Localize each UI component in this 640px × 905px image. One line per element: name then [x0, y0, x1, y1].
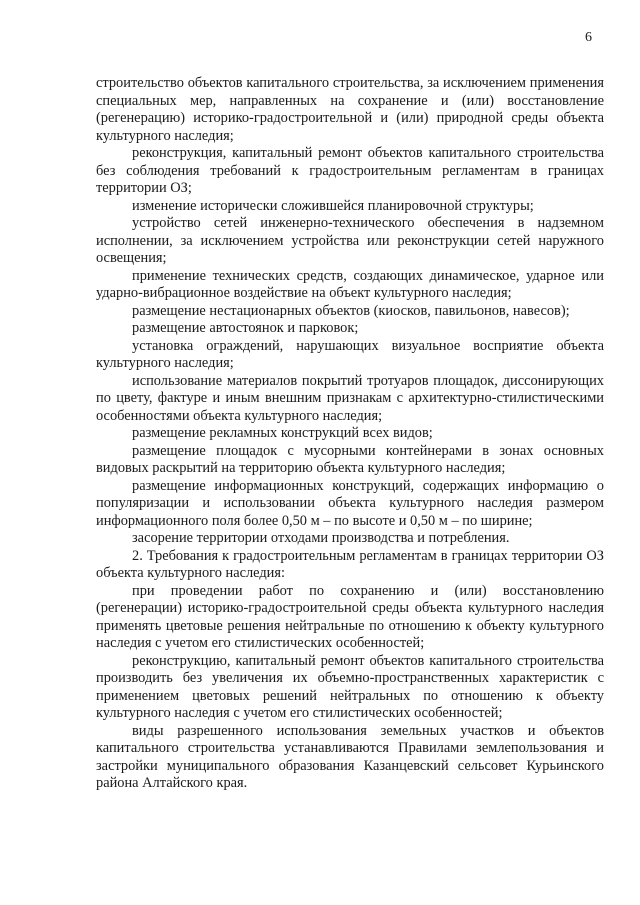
paragraph: реконструкцию, капитальный ремонт объектов капитального строительства производить без увеличения их объемно-пространственных характеристик с применением цветовых решений нейтральных по отношению к объекту культурного наследия с учетом его стилистических особенностей; — [96, 652, 604, 721]
paragraph: засорение территории отходами производства и потребления. — [132, 530, 510, 546]
paragraph: размещение нестационарных объектов (киосков, павильонов, навесов); — [132, 302, 570, 319]
paragraph: виды разрешенного использования земельных участков и объектов капитального строительства устанавливаются Правилами землепользования и застройки муниципального образования Казанцевский сельсовет Курьинского района Алтайского края. — [96, 722, 604, 791]
paragraph: реконструкция, капитальный ремонт объектов капитального строительства без соблюдения требований к градостроительным регламентам в границах территории ОЗ; — [96, 145, 604, 196]
paragraph: устройство сетей инженерно-технического обеспечения в надземном исполнении, за исключением устройства или реконструкции сетей наружного освещения; — [96, 215, 604, 266]
document-body — [96, 75, 604, 793]
paragraph: установка ограждений, нарушающих визуальное восприятие объекта культурного наследия; — [96, 337, 604, 371]
section-heading: 2. Требования к градостроительным регламентам в границах территории ОЗ объекта культурного наследия: — [96, 547, 604, 581]
paragraph: применение технических средств, создающих динамическое, ударное или ударно-вибрационное воздействие на объект культурного наследия; — [96, 267, 604, 301]
paragraph: размещение рекламных конструкций всех видов; — [132, 425, 433, 441]
paragraph: размещение информационных конструкций, содержащих информацию о популяризации и использовании объекта культурного наследия размером информационного поля более 0,50 м – по высоте и 0,50 м – по ширине; — [96, 477, 604, 529]
paragraph: строительство объектов капитального строительства, за исключением применения специальных мер, направленных на сохранение и (или) восстановление (регенерацию) историко-градостроительной и (или) природной среды объекта культурного наследия; — [96, 75, 604, 144]
page-number: 6 — [585, 30, 592, 45]
paragraph: размещение автостоянок и парковок; — [132, 320, 359, 336]
paragraph: изменение исторически сложившейся планировочной структуры; — [132, 197, 534, 214]
paragraph: использование материалов покрытий тротуаров площадок, диссонирующих по цвету, фактуре и иным внешним признакам с архитектурно-стилистическими особенностями объекта культурного наследия; — [96, 372, 604, 424]
paragraph: размещение площадок с мусорными контейнерами в зонах основных видовых раскрытий на территорию объекта культурного наследия; — [96, 442, 604, 476]
paragraph: при проведении работ по сохранению и (или) восстановлению (регенерации) историко-градостроительной среды объекта культурного наследия применять цветовые решения нейтральные по отношению к объекту культурного наследия с учетом его стилистических особенностей; — [96, 582, 604, 651]
